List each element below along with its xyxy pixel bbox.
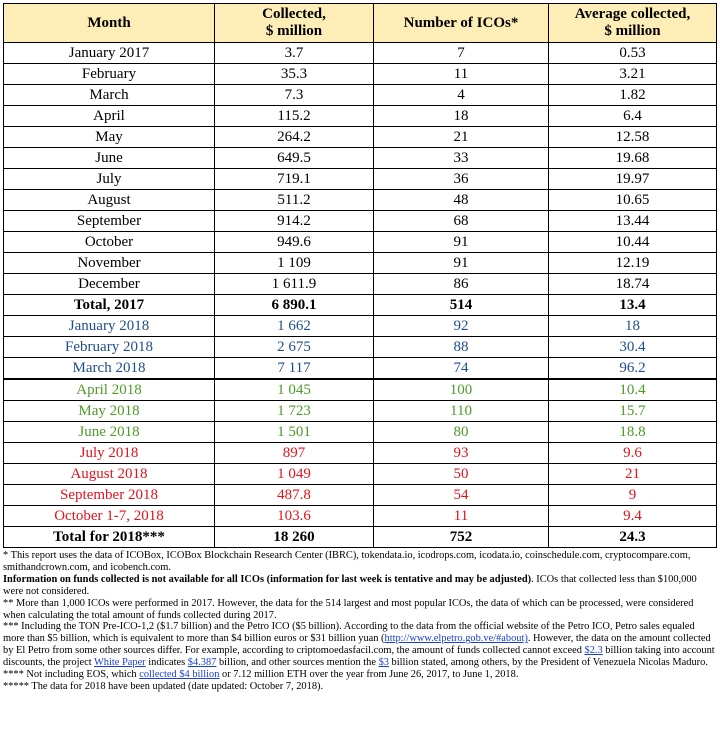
cell-average: 30.4 (549, 337, 717, 358)
cell-average: 24.3 (549, 527, 717, 548)
cell-collected: 35.3 (215, 64, 374, 85)
header-average: Average collected, $ million (549, 4, 717, 43)
table-row (4, 211, 717, 232)
cell-average: 21 (549, 464, 717, 485)
cell-month: June 2018 (4, 422, 215, 443)
total-2017-row (4, 295, 717, 316)
cell-month: March 2018 (4, 358, 215, 380)
cell-month: April (4, 106, 215, 127)
cell-collected: 7.3 (215, 85, 374, 106)
ico-report (3, 3, 716, 693)
cell-collected: 1 611.9 (215, 274, 374, 295)
table-row (4, 337, 717, 358)
cell-collected: 7 117 (215, 358, 374, 380)
cell-collected: 719.1 (215, 169, 374, 190)
cell-average: 9.4 (549, 506, 717, 527)
cell-average: 96.2 (549, 358, 717, 380)
cell-number: 74 (374, 358, 549, 380)
table-row (4, 485, 717, 506)
table-row (4, 169, 717, 190)
footnote-5: ***** The data for 2018 have been updated (date updated: October 7, 2018). (3, 680, 324, 692)
cell-number: 36 (374, 169, 549, 190)
cell-number: 100 (374, 379, 549, 401)
cell-average: 9.6 (549, 443, 717, 464)
table-row (4, 190, 717, 211)
cell-month: March (4, 85, 215, 106)
footnote-4: **** Not including EOS, which collected $4 billion or 7.12 million ETH over the year from June 26, 2017, to June 1, 2018. (3, 669, 519, 681)
table-row (4, 401, 717, 422)
cell-average: 13.4 (549, 295, 717, 316)
table-body (4, 43, 717, 548)
cell-average: 10.44 (549, 232, 717, 253)
cell-collected: 2 675 (215, 337, 374, 358)
cell-number: 7 (374, 43, 549, 64)
table-row (4, 148, 717, 169)
table-row (4, 274, 717, 295)
cell-collected: 897 (215, 443, 374, 464)
elpetro-link[interactable]: http://www.elpetro.gob.ve/#about) (384, 633, 528, 645)
cell-number: 110 (374, 401, 549, 422)
table-row (4, 464, 717, 485)
cell-month: November (4, 253, 215, 274)
cell-month: Total, 2017 (4, 295, 215, 316)
cell-month: May (4, 127, 215, 148)
cell-month: September (4, 211, 215, 232)
cell-month: October 1-7, 2018 (4, 506, 215, 527)
cell-month: May 2018 (4, 401, 215, 422)
cell-collected: 264.2 (215, 127, 374, 148)
cell-average: 3.21 (549, 64, 717, 85)
cell-average: 19.68 (549, 148, 717, 169)
footnote-3: *** Including the TON Pre-ICO-1,2 ($1.7 billion) and the Petro ICO ($5 billion). According to the data from the official website of the Petro ICO, Petro sales equaled more than $5 billion, which is equivalent to more than $4 billion euros or $31 billion yuan (http://www.elpetro.gob.ve/#about). However, the data on the amount collected by El Petro from some other sources differ. For example, according to criptomoedasfacil.com, the amount of funds collected cannot exceed $2.3 billion taking into account discounts, the project White Paper indicates $4.387 billion, and other sources mention the $3 billion stated, among others, by the President of Venezuela Nicolas Maduro. (3, 621, 715, 669)
cell-average: 13.44 (549, 211, 717, 232)
cell-month: February (4, 64, 215, 85)
cell-number: 48 (374, 190, 549, 211)
cell-number: 93 (374, 443, 549, 464)
cell-collected: 1 723 (215, 401, 374, 422)
cell-average: 0.53 (549, 43, 717, 64)
footnote-1: * This report uses the data of ICOBox, ICOBox Blockchain Research Center (IBRC), tokendata.io, icodrops.com, icodata.io, coinschedule.com, cryptocompare.com, smithandcrown.com, and icobench.com. Information on funds collected is not available for all ICOs (information for last week is tentative and may be adjusted). ICOs that collected less than $100,000 were not considered. (3, 550, 697, 597)
footnote-2: ** More than 1,000 ICOs were performed in 2017. However, the data for the 514 largest and most popular ICOs, the data of which can be processed, were considered when calculating the total amount of funds collected during 2017. (3, 597, 694, 621)
cell-average: 6.4 (549, 106, 717, 127)
cell-month: August (4, 190, 215, 211)
header-number: Number of ICOs* (374, 4, 549, 43)
table-row (4, 253, 717, 274)
cell-number: 91 (374, 232, 549, 253)
cell-number: 91 (374, 253, 549, 274)
header-month: Month (4, 4, 215, 43)
cell-collected: 914.2 (215, 211, 374, 232)
cell-month: January 2018 (4, 316, 215, 337)
cell-number: 4 (374, 85, 549, 106)
cell-number: 80 (374, 422, 549, 443)
link-4-387[interactable]: $4.387 (187, 657, 217, 669)
table-header-row (4, 4, 717, 43)
cell-number: 11 (374, 506, 549, 527)
cell-month: January 2017 (4, 43, 215, 64)
table-row (4, 106, 717, 127)
cell-average: 15.7 (549, 401, 717, 422)
cell-collected: 6 890.1 (215, 295, 374, 316)
cell-average: 12.19 (549, 253, 717, 274)
cell-collected: 1 045 (215, 379, 374, 401)
table-row (4, 422, 717, 443)
cell-average: 10.65 (549, 190, 717, 211)
cell-month: Total for 2018*** (4, 527, 215, 548)
cell-month: October (4, 232, 215, 253)
cell-collected: 949.6 (215, 232, 374, 253)
cell-month: June (4, 148, 215, 169)
cell-number: 54 (374, 485, 549, 506)
cell-number: 88 (374, 337, 549, 358)
cell-collected: 18 260 (215, 527, 374, 548)
table-row (4, 64, 717, 85)
cell-collected: 103.6 (215, 506, 374, 527)
table-row (4, 443, 717, 464)
cell-collected: 3.7 (215, 43, 374, 64)
cell-number: 33 (374, 148, 549, 169)
cell-month: April 2018 (4, 379, 215, 401)
table-row (4, 358, 717, 380)
cell-average: 10.4 (549, 379, 717, 401)
cell-average: 18.74 (549, 274, 717, 295)
eos-collected-link[interactable]: collected $4 billion (139, 669, 220, 681)
cell-average: 12.58 (549, 127, 717, 148)
cell-number: 92 (374, 316, 549, 337)
cell-month: July 2018 (4, 443, 215, 464)
cell-collected: 1 662 (215, 316, 374, 337)
cell-number: 68 (374, 211, 549, 232)
cell-number: 752 (374, 527, 549, 548)
cell-month: December (4, 274, 215, 295)
link-2-3[interactable]: $2.3 (584, 645, 603, 657)
cell-average: 19.97 (549, 169, 717, 190)
cell-month: August 2018 (4, 464, 215, 485)
cell-number: 86 (374, 274, 549, 295)
cell-number: 18 (374, 106, 549, 127)
cell-collected: 1 501 (215, 422, 374, 443)
cell-number: 21 (374, 127, 549, 148)
cell-collected: 511.2 (215, 190, 374, 211)
ico-table (3, 3, 717, 548)
table-row (4, 85, 717, 106)
cell-collected: 649.5 (215, 148, 374, 169)
cell-collected: 487.8 (215, 485, 374, 506)
cell-collected: 1 049 (215, 464, 374, 485)
cell-average: 18.8 (549, 422, 717, 443)
table-row (4, 232, 717, 253)
table-row (4, 506, 717, 527)
cell-average: 18 (549, 316, 717, 337)
cell-collected: 115.2 (215, 106, 374, 127)
header-collected: Collected, $ million (215, 4, 374, 43)
table-row (4, 43, 717, 64)
cell-collected: 1 109 (215, 253, 374, 274)
cell-number: 514 (374, 295, 549, 316)
cell-average: 9 (549, 485, 717, 506)
table-row (4, 316, 717, 337)
cell-month: September 2018 (4, 485, 215, 506)
footnotes (3, 550, 716, 693)
cell-month: July (4, 169, 215, 190)
cell-number: 11 (374, 64, 549, 85)
total-2018-row (4, 527, 717, 548)
cell-average: 1.82 (549, 85, 717, 106)
cell-number: 50 (374, 464, 549, 485)
table-row (4, 127, 717, 148)
white-paper-link[interactable]: White Paper (94, 657, 146, 669)
link-3[interactable]: $3 (378, 657, 389, 669)
cell-month: February 2018 (4, 337, 215, 358)
table-row (4, 379, 717, 401)
